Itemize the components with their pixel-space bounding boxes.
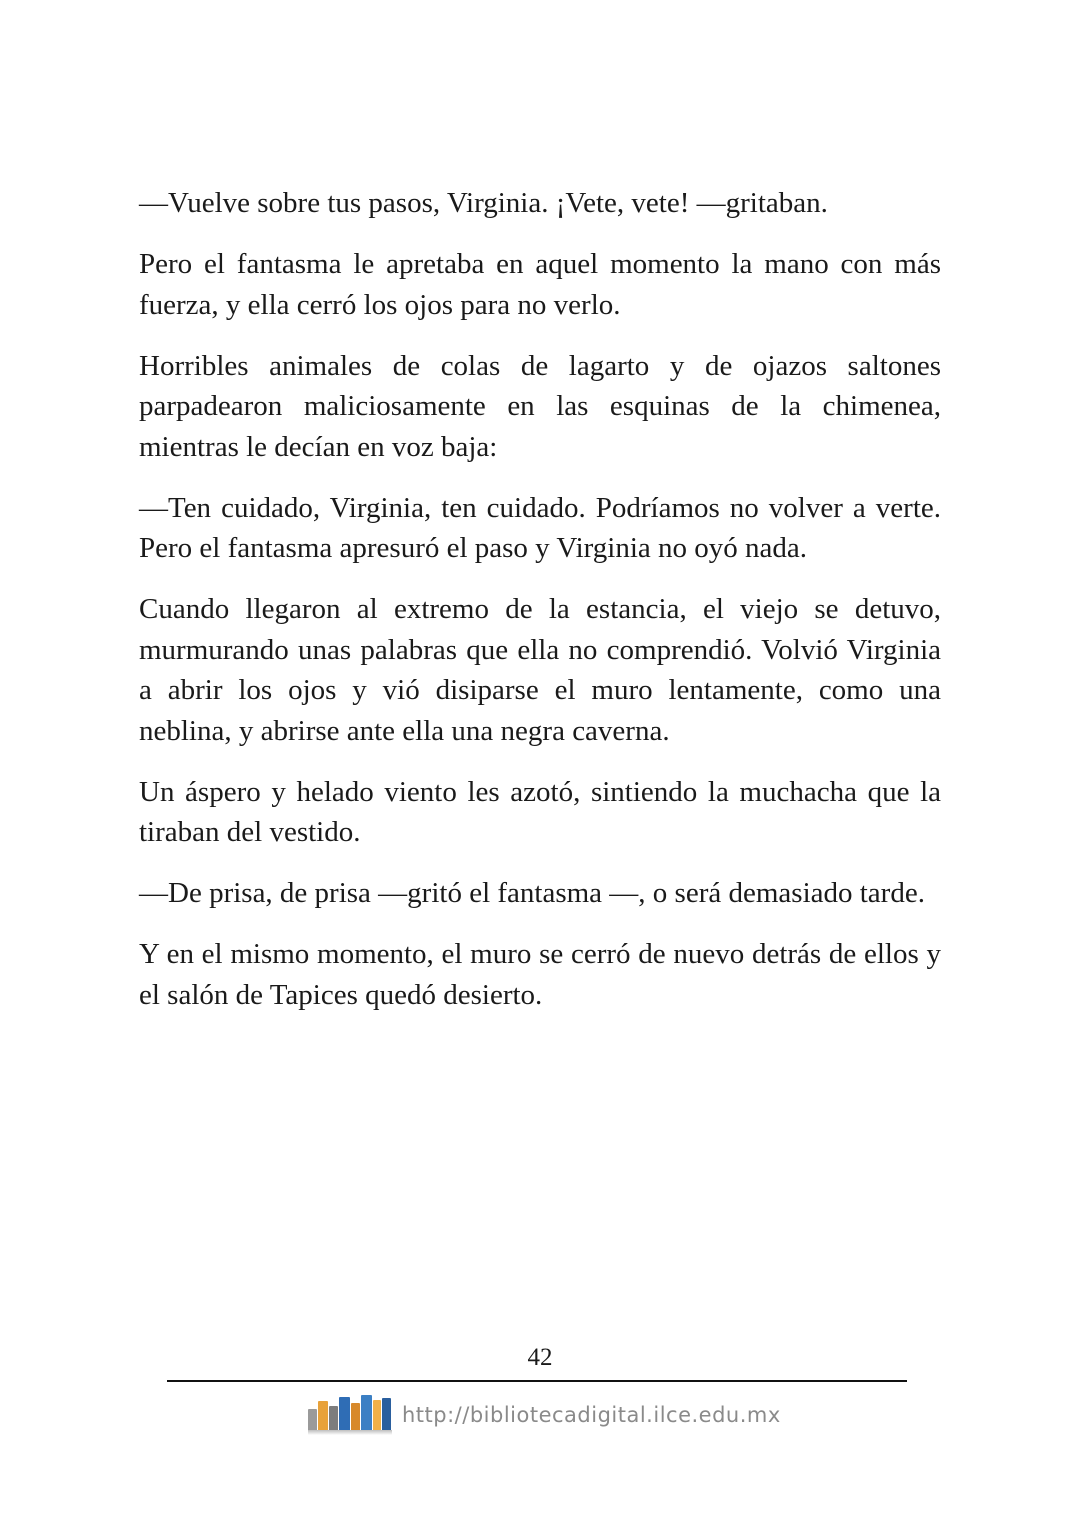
paragraph: Horribles animales de colas de lagarto y de ojazos saltones parpadearon maliciosamente en las esquinas de la chimenea, mientras le decían en voz baja: bbox=[139, 349, 941, 463]
book-spine bbox=[351, 1403, 360, 1431]
paragraph: Un áspero y helado viento les azotó, sintiendo la muchacha que la tiraban del vestido. bbox=[139, 775, 941, 848]
paragraph: Pero el fantasma le apretaba en aquel momento la mano con más fuerza, y ella cerró los ojos para no verlo. bbox=[139, 248, 941, 321]
paragraph: —De prisa, de prisa —gritó el fantasma —, o será demasiado tarde. bbox=[139, 877, 925, 909]
page-number: 42 bbox=[527, 1344, 553, 1371]
logo-shadow bbox=[308, 1430, 392, 1435]
book-spine bbox=[318, 1401, 328, 1431]
footer-divider bbox=[167, 1380, 907, 1382]
book-spine bbox=[339, 1397, 350, 1431]
footer bbox=[306, 1393, 781, 1437]
book-spine bbox=[373, 1400, 381, 1431]
paragraph: —Ten cuidado, Virginia, ten cuidado. Podríamos no volver a verte. Pero el fantasma apresuró el paso y Virginia no oyó nada. bbox=[139, 491, 941, 564]
paragraph: Y en el mismo momento, el muro se cerró de nuevo detrás de ellos y el salón de Tapices quedó desierto. bbox=[139, 938, 941, 1011]
paragraph: —Vuelve sobre tus pasos, Virginia. ¡Vete, vete! —gritaban. bbox=[139, 187, 828, 219]
book-spine bbox=[308, 1409, 317, 1431]
books-logo-icon bbox=[306, 1395, 392, 1435]
footer-url-link[interactable]: http://bibliotecadigital.ilce.edu.mx bbox=[402, 1403, 781, 1427]
book-spine bbox=[382, 1398, 391, 1431]
book-spine bbox=[361, 1395, 372, 1431]
text-body bbox=[139, 183, 941, 1036]
book-spine bbox=[329, 1406, 338, 1431]
paragraph: Cuando llegaron al extremo de la estancia, el viejo se detuvo, murmurando unas palabras que ella no comprendió. Volvió Virginia a abrir los ojos y vió disiparse el muro lentamente, como una neblina, y abrirse ante ella una negra caverna. bbox=[139, 593, 941, 747]
